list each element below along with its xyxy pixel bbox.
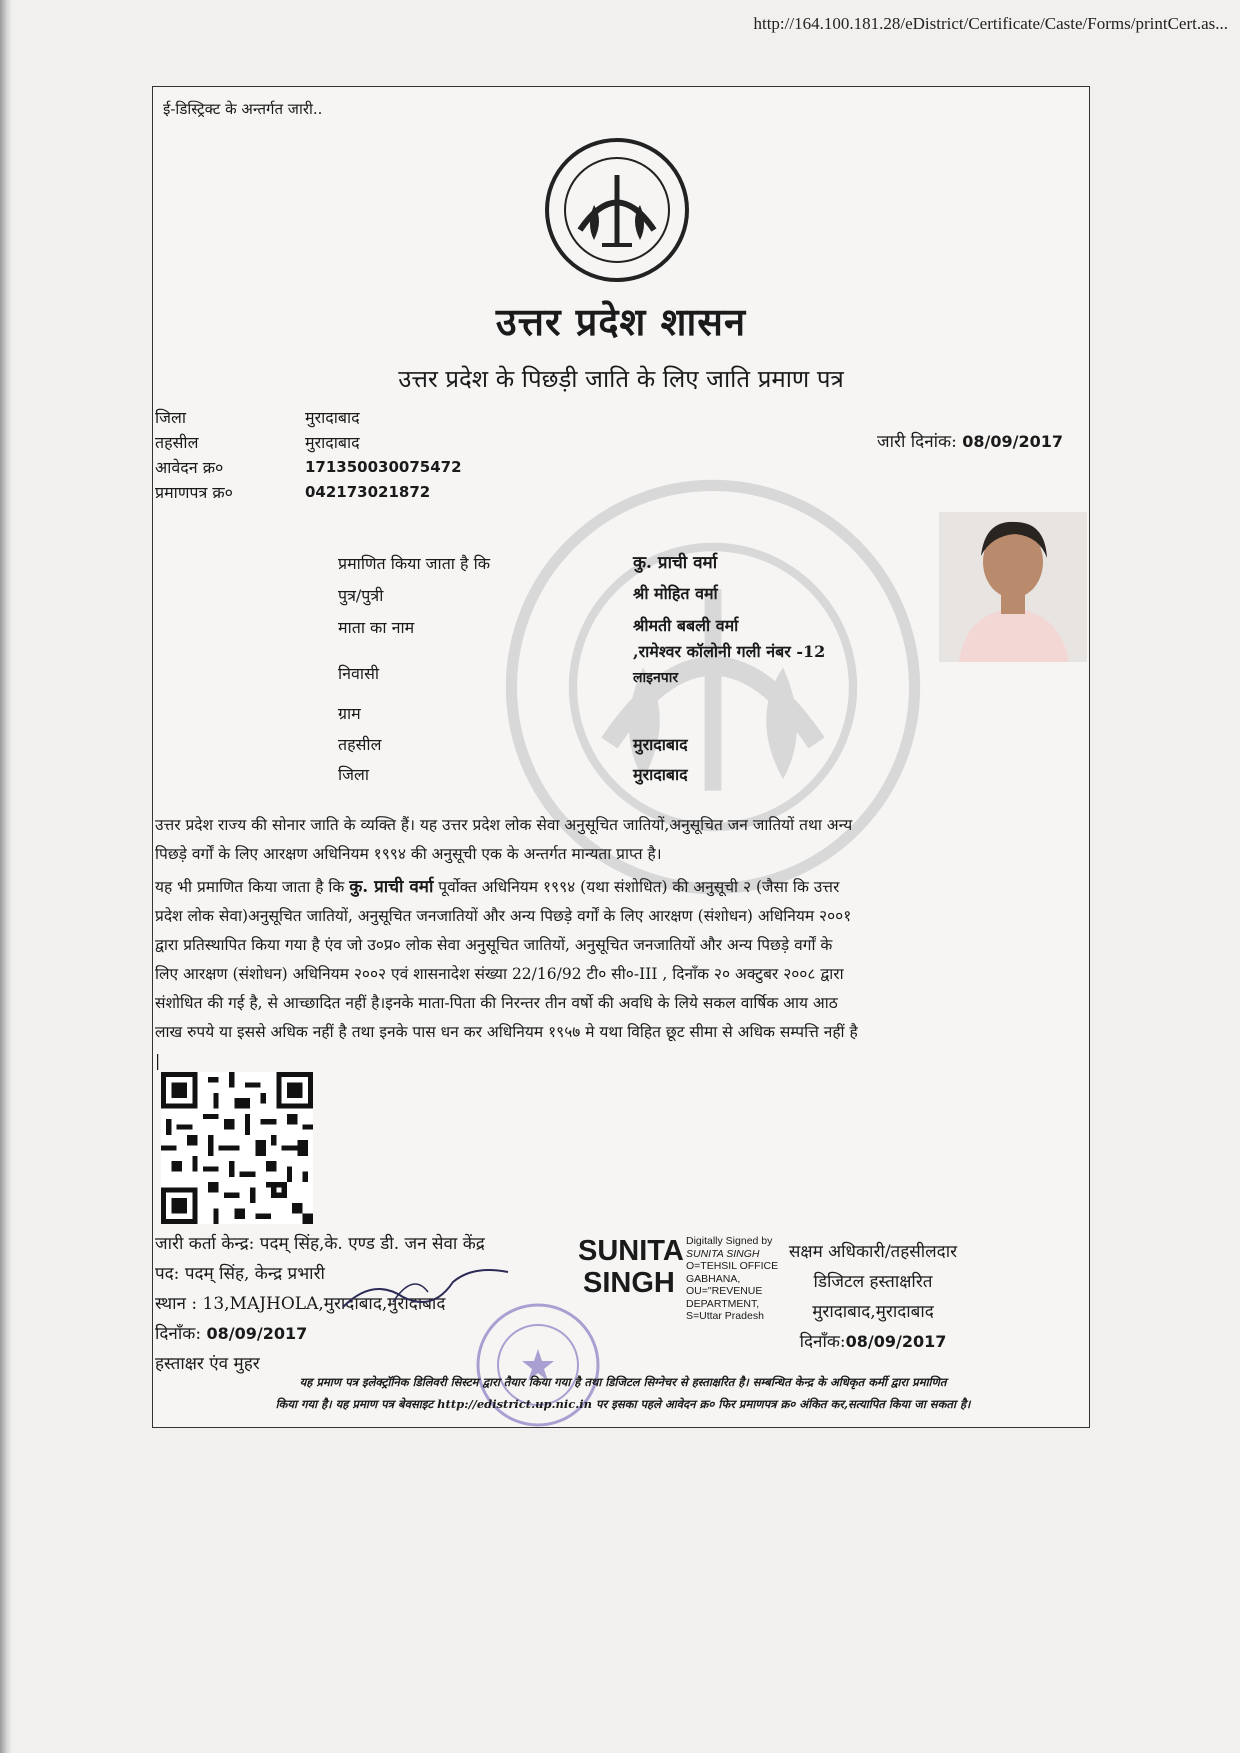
- signer-name-line-2: SINGH: [583, 1267, 675, 1299]
- applicant-name: कु. प्राची वर्मा: [633, 553, 718, 573]
- qr-code: [161, 1072, 313, 1224]
- address-line-1: ,रामेश्वर कॉलोनी गली नंबर -12: [633, 642, 826, 661]
- government-title: उत्तर प्रदेश शासन: [495, 299, 747, 344]
- signer-name-line-1: SUNITA: [578, 1235, 684, 1267]
- income-paragraph: [155, 873, 1083, 1076]
- certificate: [152, 86, 1090, 1428]
- issuer-post: पद: पदम् सिंह, केन्द्र प्रभारी: [155, 1264, 325, 1284]
- certified-label: प्रमाणित किया जाता है कि: [338, 554, 491, 573]
- issue-date: [877, 429, 1063, 452]
- mother-name: श्रीमती बबली वर्मा: [633, 616, 739, 635]
- certificate-no-value: 042173021872: [305, 483, 431, 501]
- caste-paragraph: [155, 811, 1083, 869]
- footnote-line-1: यह प्रमाण पत्र इलेक्ट्रॉनिक डिलिवरी सिस्टम द्वारा तैयार किया गया है तथा डिजिटल सिग्नेचर से हस्ताक्षरित है। सम्बन्धित केन्द्र के अधिकृत कर्मी द्वारा प्रमाणित: [299, 1375, 947, 1389]
- sig-line-7: S=Uttar Pradesh: [686, 1310, 764, 1322]
- issuer-signature: [333, 1257, 513, 1317]
- issue-date-value: 08/09/2017: [962, 432, 1063, 451]
- issuer-date-label: दिनाँक:: [155, 1324, 202, 1344]
- detail-district-value: मुरादाबाद: [633, 765, 688, 784]
- officer-date-label: दिनाँक:: [799, 1332, 846, 1352]
- officer-digital: डिजिटल हस्ताक्षरित: [813, 1272, 933, 1292]
- mother-label: माता का नाम: [338, 618, 415, 637]
- e-district-note: ई-डिस्ट्रिक्ट के अन्तर्गत जारी..: [163, 100, 323, 118]
- income-paragraph-line-3: द्वारा प्रतिस्थापित किया गया है एंव जो उ०प्र० लोक सेवा अनुसूचित जातियों, अनुसूचित जनजातियों और अन्य पिछड़े वर्गों के: [155, 936, 833, 954]
- district-label: जिला: [155, 408, 187, 427]
- scan-edge: [0, 0, 12, 1753]
- sig-line-5: OU="REVENUE: [686, 1285, 763, 1297]
- address-line-2: लाइनपार: [633, 670, 679, 686]
- applicant-photo: [939, 512, 1087, 662]
- income-paragraph-prefix: यह भी प्रमाणित किया जाता है कि: [155, 878, 345, 896]
- caste-paragraph-line-1: उत्तर प्रदेश राज्य की सोनार जाति के व्यक्ति हैं। यह उत्तर प्रदेश लोक सेवा अनुसूचित जातियों,अनुसूचित जन जातियों तथा अन्य: [155, 816, 853, 834]
- certificate-title: उत्तर प्रदेश के पिछड़ी जाति के लिए जाति प्रमाण पत्र: [398, 365, 844, 393]
- officer-date-value: 08/09/2017: [845, 1332, 947, 1351]
- child-of-label: पुत्र/पुत्री: [338, 586, 384, 605]
- issuer-sign-label: हस्ताक्षर एंव मुहर: [155, 1354, 260, 1374]
- sig-line-3: O=TEHSIL OFFICE: [686, 1260, 779, 1272]
- caste-paragraph-line-2: पिछड़े वर्गों के लिए आरक्षण अधिनियम १९९४ की अनुसूची एक के अन्तर्गत मान्यता प्राप्त है।: [155, 845, 662, 863]
- cursor-mark: |: [155, 1052, 161, 1070]
- detail-district-label: जिला: [338, 765, 370, 784]
- issuer-place: स्थान : 13,MAJHOLA,मुरादाबाद,मुरादाबाद: [155, 1294, 446, 1314]
- sig-line-2: SUNITA SINGH: [686, 1247, 760, 1260]
- sig-line-6: DEPARTMENT,: [686, 1297, 760, 1310]
- district-value: मुरादाबाद: [305, 408, 360, 427]
- father-name: श्री मोहित वर्मा: [633, 584, 718, 603]
- village-label: ग्राम: [338, 704, 361, 723]
- application-no-value: 171350030075472: [305, 458, 462, 476]
- issue-date-label: जारी दिनांक:: [877, 432, 957, 452]
- sig-line-4: GABHANA,: [686, 1272, 741, 1285]
- issuing-center: जारी कर्ता केन्द्र: पदम् सिंह,के. एण्ड डी. जन सेवा केंद्र: [155, 1234, 485, 1254]
- sig-line-1: Digitally Signed by: [686, 1235, 773, 1247]
- income-paragraph-line-4: लिए आरक्षण (संशोधन) अधिनियम २००२ एवं शासनादेश संख्या 22/16/92 टी० सी०-III , दिनाँक २० अक्टुबर २००८ द्वारा: [155, 965, 844, 983]
- income-paragraph-line-5: संशोधित की गई है, से आच्छादित नहीं है।इनके माता-पिता की निरन्तर तीन वर्षो की अवधि के लिये सकल वार्षिक आय आठ: [155, 994, 838, 1012]
- verification-footnote: [163, 1371, 1083, 1415]
- digital-signature-block: [578, 1235, 779, 1322]
- income-paragraph-line-2: प्रदेश लोक सेवा)अनुसूचित जातियों, अनुसूचित जनजातियों और अन्य पिछड़े वर्गों के लिए आरक्षण (संशोधन) अधिनियम २००१: [155, 907, 852, 925]
- issuer-date-value: 08/09/2017: [206, 1324, 308, 1343]
- up-emblem-icon: [542, 135, 692, 285]
- income-paragraph-name: कु. प्राची वर्मा: [349, 877, 434, 897]
- page-url: http://164.100.181.28/eDistrict/Certificate/Caste/Forms/printCert.as...: [753, 14, 1228, 33]
- footnote-line-2: किया गया है। यह प्रमाण पत्र बेवसाइट http://edistrict.up.nic.in पर इसका पहले आवेदन क्र० फिर प्रमाणपत्र क्र० अंकित कर,सत्यापित किया जा सकता है।: [275, 1397, 971, 1411]
- certificate-no-label: प्रमाणपत्र क्र०: [155, 483, 233, 502]
- detail-tehsil-label: तहसील: [338, 735, 382, 754]
- application-no-label: आवेदन क्र०: [155, 458, 224, 477]
- income-paragraph-line-6: लाख रुपये या इससे अधिक नहीं है तथा इनके पास धन कर अधिनियम १९५७ मे यथा विहित छूट सीमा से अधिक सम्पत्ति नहीं है: [155, 1023, 858, 1041]
- resident-label: निवासी: [338, 664, 380, 683]
- tehsil-label: तहसील: [155, 433, 199, 452]
- officer-place: मुरादाबाद,मुरादाबाद: [812, 1302, 934, 1322]
- income-paragraph-line-1: पूर्वोक्त अधिनियम १९९४ (यथा संशोधित) की अनुसूची २ (जैसा कि उत्तर: [438, 878, 840, 896]
- certificate-meta: [155, 405, 462, 505]
- detail-tehsil-value: मुरादाबाद: [633, 735, 688, 754]
- tehsil-value: मुरादाबाद: [305, 433, 360, 452]
- officer-title: सक्षम अधिकारी/तहसीलदार: [788, 1242, 958, 1262]
- competent-officer-block: [753, 1237, 993, 1357]
